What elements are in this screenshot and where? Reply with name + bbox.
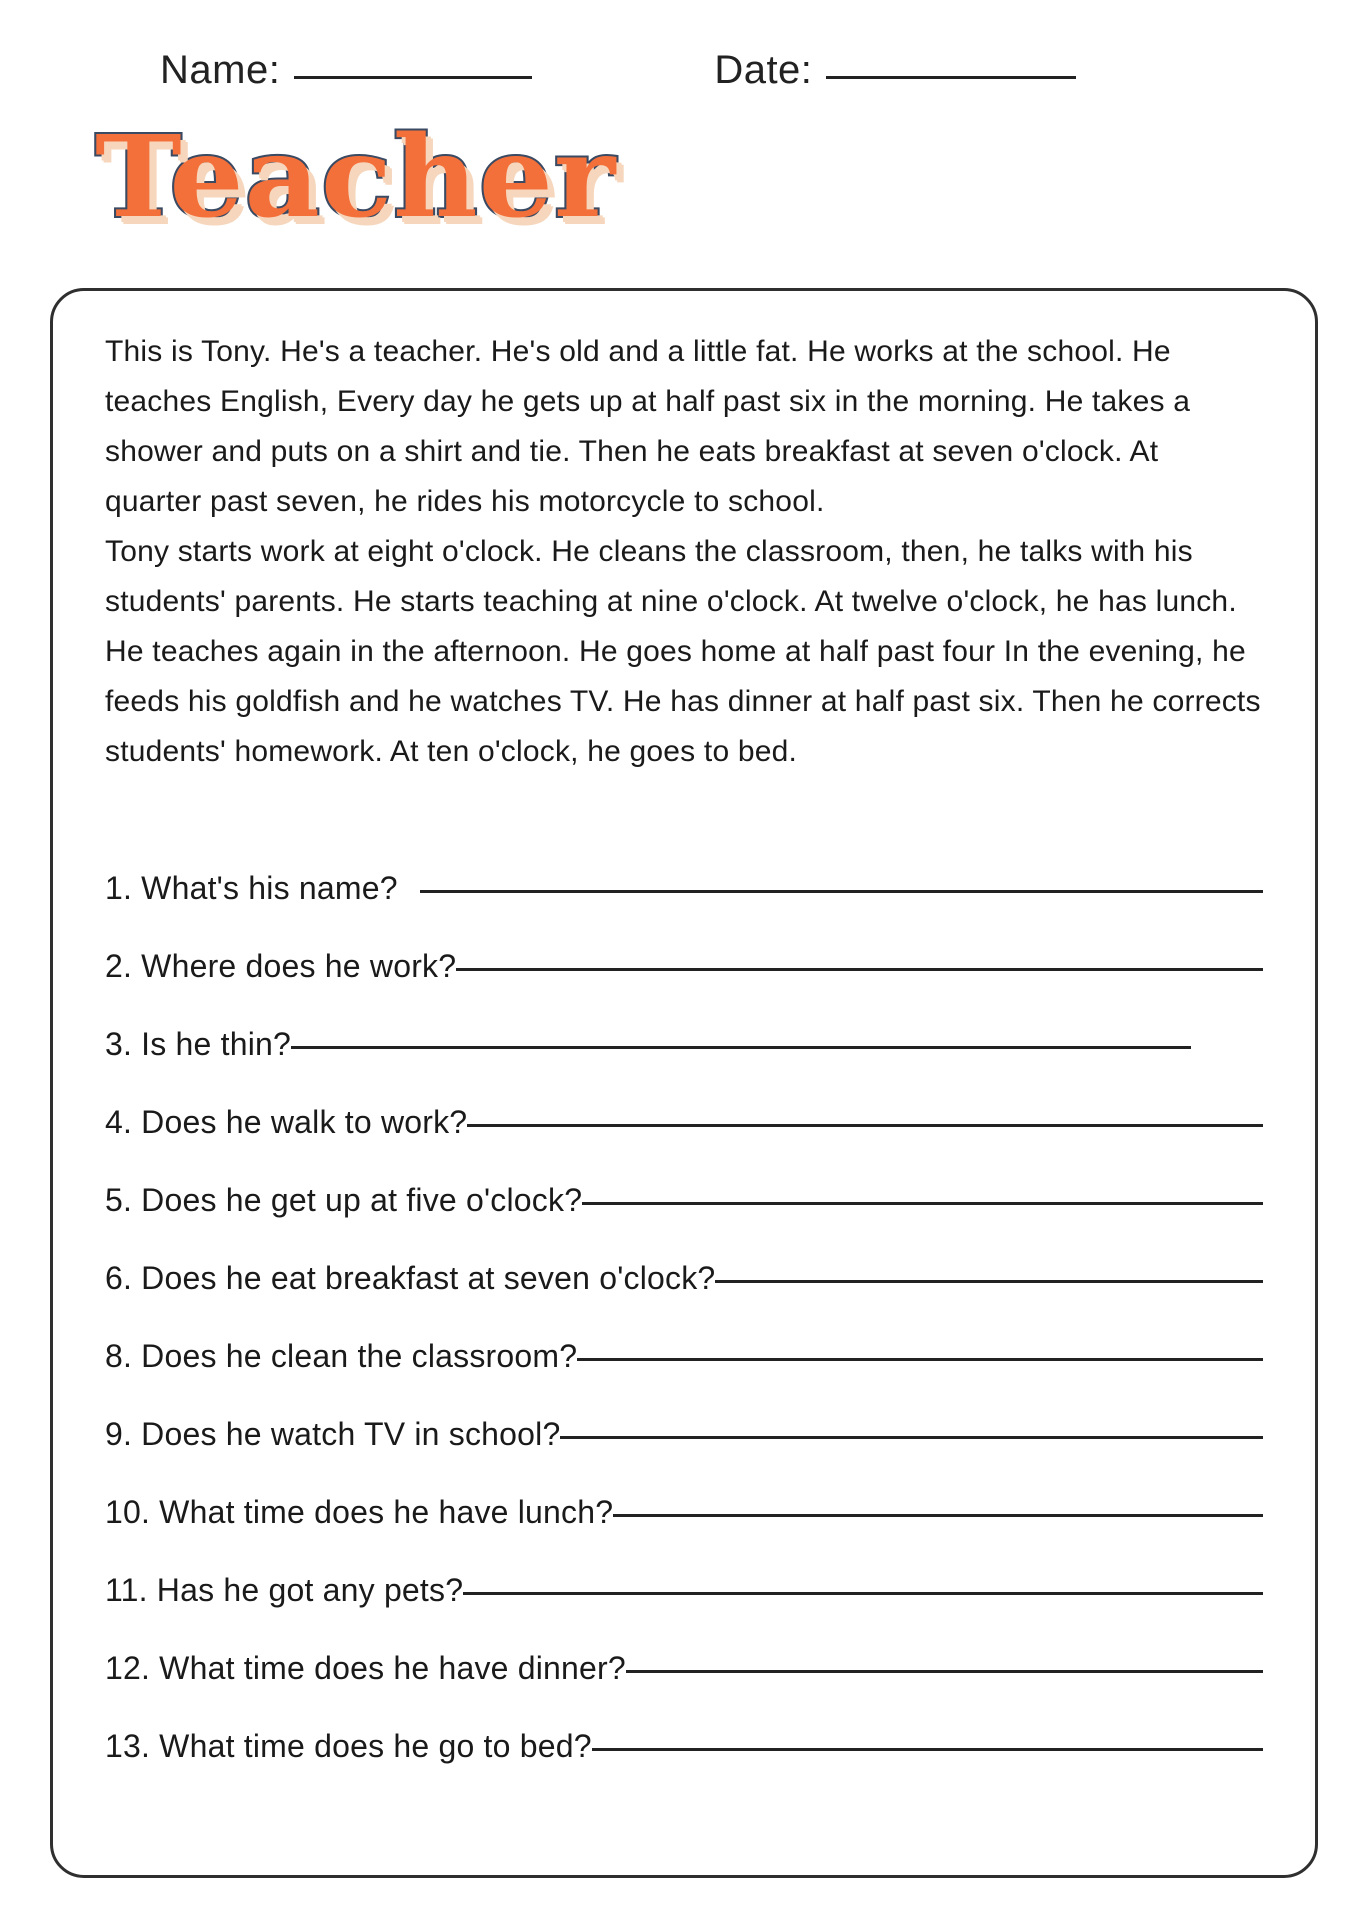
answer-blank[interactable]: [420, 889, 1263, 893]
question-text: 9. Does he watch TV in school?: [105, 1416, 561, 1452]
question-text: 12. What time does he have dinner?: [105, 1650, 626, 1686]
passage-paragraph-1: This is Tony. He's a teacher. He's old and a little fat. He works at the school. He teaches English, Every day he gets up at half past six in the morning. He takes a shower and puts on a shirt and tie. Then he eats breakfast at seven o'clock. At quarter past seven, he rides his motorcycle to school.: [105, 335, 1191, 518]
question-row: [105, 1643, 1263, 1693]
question-text: 4. Does he walk to work?: [105, 1104, 468, 1140]
header: [0, 0, 1358, 93]
name-label: Name:: [160, 48, 281, 92]
question-row: [105, 1019, 1263, 1069]
answer-blank[interactable]: [582, 1201, 1263, 1205]
question-row: [105, 863, 1263, 913]
question-row: [105, 1175, 1263, 1225]
question-text: 6. Does he eat breakfast at seven o'clock?: [105, 1260, 716, 1296]
question-text: 3. Is he thin?: [105, 1026, 292, 1062]
answer-blank[interactable]: [592, 1747, 1263, 1751]
question-row: [105, 1097, 1263, 1147]
question-row: [105, 1721, 1263, 1771]
questions-list: [105, 863, 1263, 1771]
date-blank-line[interactable]: [826, 75, 1076, 79]
question-row: [105, 1487, 1263, 1537]
answer-blank[interactable]: [626, 1669, 1263, 1673]
worksheet-box: [50, 288, 1318, 1878]
answer-blank[interactable]: [577, 1357, 1263, 1361]
page-title: Teacher: [95, 112, 617, 243]
answer-blank[interactable]: [715, 1279, 1263, 1283]
name-field: [160, 48, 532, 93]
answer-blank[interactable]: [456, 967, 1263, 971]
question-row: [105, 1253, 1263, 1303]
question-text: 2. Where does he work?: [105, 948, 457, 984]
question-row: [105, 941, 1263, 991]
question-row: [105, 1331, 1263, 1381]
title-wrap: [95, 103, 1358, 253]
answer-blank[interactable]: [613, 1513, 1263, 1517]
answer-blank[interactable]: [463, 1591, 1263, 1595]
date-field: [714, 48, 1076, 93]
reading-passage: [105, 327, 1263, 777]
date-label: Date:: [714, 48, 813, 92]
question-text: 5. Does he get up at five o'clock?: [105, 1182, 583, 1218]
question-row: [105, 1565, 1263, 1615]
question-text: 10. What time does he have lunch?: [105, 1494, 614, 1530]
question-text: 13. What time does he go to bed?: [105, 1728, 592, 1764]
answer-blank[interactable]: [560, 1435, 1263, 1439]
name-blank-line[interactable]: [294, 75, 532, 79]
passage-paragraph-2: Tony starts work at eight o'clock. He cleans the classroom, then, he talks with his students' parents. He starts teaching at nine o'clock. At twelve o'clock, he has lunch. He teaches again in the afternoon. He goes home at half past four In the evening, he feeds his goldfish and he watches TV. He has dinner at half past six. Then he corrects students' homework. At ten o'clock, he goes to bed.: [105, 535, 1261, 768]
question-text: 1. What's his name?: [105, 870, 398, 906]
question-row: [105, 1409, 1263, 1459]
question-text: 8. Does he clean the classroom?: [105, 1338, 578, 1374]
question-text: 11. Has he got any pets?: [105, 1572, 464, 1608]
answer-blank[interactable]: [467, 1123, 1263, 1127]
answer-blank[interactable]: [291, 1045, 1191, 1049]
